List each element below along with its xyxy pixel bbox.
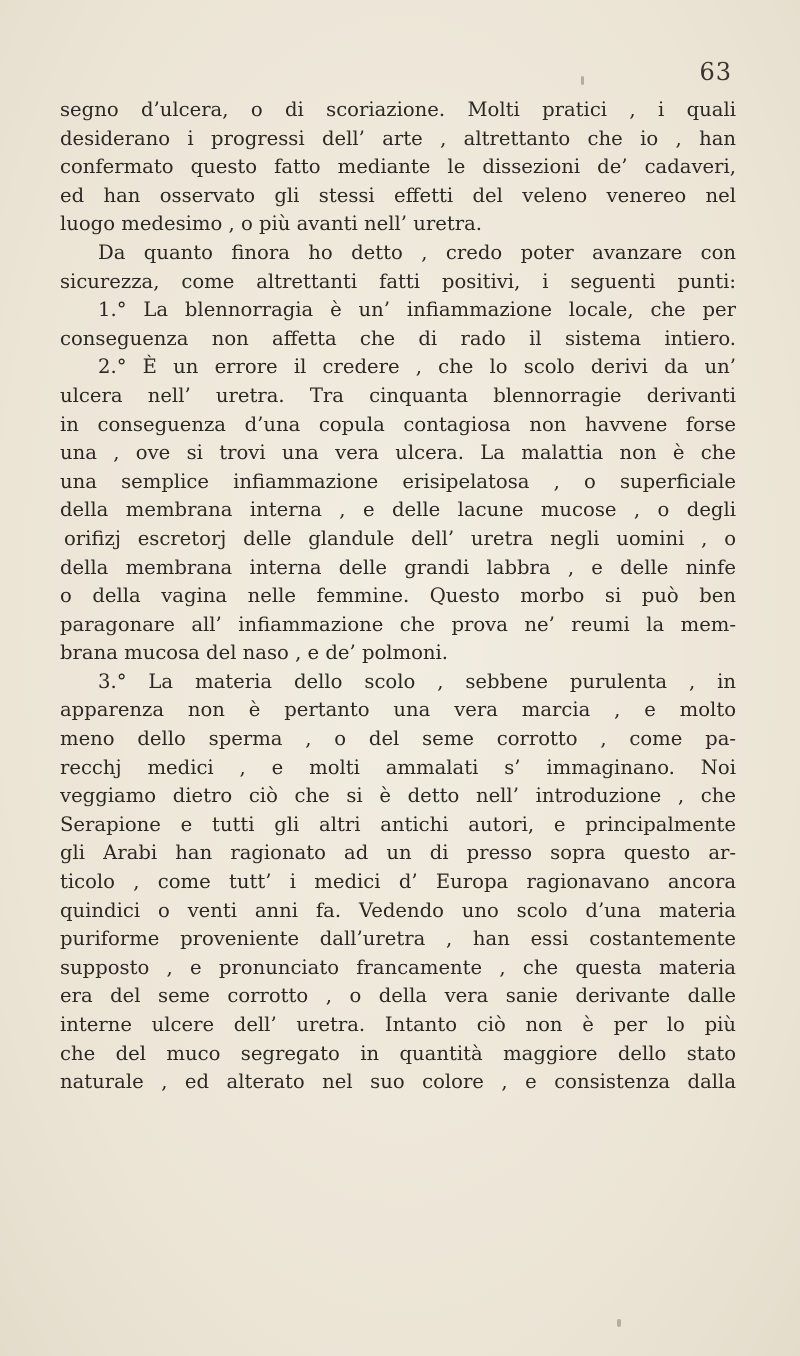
- text-line: segno d’ulcera, o di scoriazione. Molti pratici , i quali: [60, 98, 736, 121]
- text-line: della membrana interna delle grandi labbra , e delle ninfe: [60, 555, 736, 579]
- text-line: luogo medesimo , o più avanti nell’ uretra.: [60, 212, 482, 236]
- text-line: era del seme corrotto , o della vera sanie derivante dalle: [60, 984, 736, 1008]
- text-line: 3.° La materia dello scolo , sebbene purulenta , in: [98, 669, 736, 693]
- text-line: apparenza non è pertanto una vera marcia , e molto: [60, 698, 736, 722]
- body-text: [60, 96, 736, 1097]
- text-line: ed han osservato gli stessi effetti del veleno venereo nel: [60, 183, 736, 207]
- text-line: interne ulcere dell’ uretra. Intanto ciò non è per lo più: [60, 1013, 736, 1036]
- text-line: brana mucosa del naso , e de’ polmoni.: [60, 641, 449, 665]
- text-line: puriforme proveniente dall’uretra , han essi costantemente: [60, 927, 736, 951]
- text-line: una , ove si trovi una vera ulcera. La malattia non è che: [60, 441, 736, 465]
- text-line: 2.° È un errore il credere , che lo scolo derivi da un’: [98, 355, 736, 379]
- text-line: in conseguenza d’una copula contagiosa non havvene forse: [60, 412, 736, 436]
- text-line: confermato questo fatto mediante le dissezioni de’ cadaveri,: [60, 155, 736, 179]
- text-line: quindici o venti anni fa. Vedendo uno scolo d’una materia: [60, 898, 736, 922]
- text-line: naturale , ed alterato nel suo colore , e consistenza dalla: [60, 1070, 736, 1094]
- text-line: conseguenza non affetta che di rado il sistema intiero.: [60, 326, 736, 350]
- text-line: ticolo , come tutt’ i medici d’ Europa ragionavano ancora: [60, 870, 736, 894]
- text-line: recchj medici , e molti ammalati s’ immaginano. Noi: [60, 755, 736, 779]
- text-line: 1.° La blennorragia è un’ infiammazione locale, che per: [98, 298, 736, 322]
- paper-speck: [617, 1319, 621, 1327]
- text-line: ulcera nell’ uretra. Tra cinquanta blennorragie derivanti: [60, 383, 736, 407]
- text-line: sicurezza, come altrettanti fatti positivi, i seguenti punti:: [60, 269, 736, 293]
- text-line: Serapione e tutti gli altri antichi autori, e principalmente: [60, 812, 736, 836]
- text-line: veggiamo dietro ciò che si è detto nell’ introduzione , che: [60, 784, 736, 808]
- text-line: Da quanto finora ho detto , credo poter avanzare con: [98, 240, 736, 264]
- text-line: desiderano i progressi dell’ arte , altrettanto che io , han: [60, 126, 736, 150]
- text-line: orifizj escretorj delle glandule dell’ uretra negli uomini , o: [64, 526, 736, 550]
- text-line: che del muco segregato in quantità maggiore dello stato: [60, 1041, 736, 1065]
- text-line: una semplice infiammazione erisipelatosa , o superficiale: [60, 469, 736, 493]
- text-line: paragonare all’ infiammazione che prova ne’ reumi la mem-: [60, 612, 736, 636]
- paper-speck: [581, 76, 584, 85]
- page-number: 63: [699, 58, 732, 86]
- text-line: meno dello sperma , o del seme corrotto , come pa-: [60, 727, 736, 751]
- text-line: gli Arabi han ragionato ad un di presso sopra questo ar-: [60, 841, 736, 865]
- text-line: supposto , e pronunciato francamente , che questa materia: [60, 955, 736, 979]
- text-line: o della vagina nelle femmine. Questo morbo si può ben: [60, 584, 736, 608]
- text-line: della membrana interna , e delle lacune mucose , o degli: [60, 498, 736, 522]
